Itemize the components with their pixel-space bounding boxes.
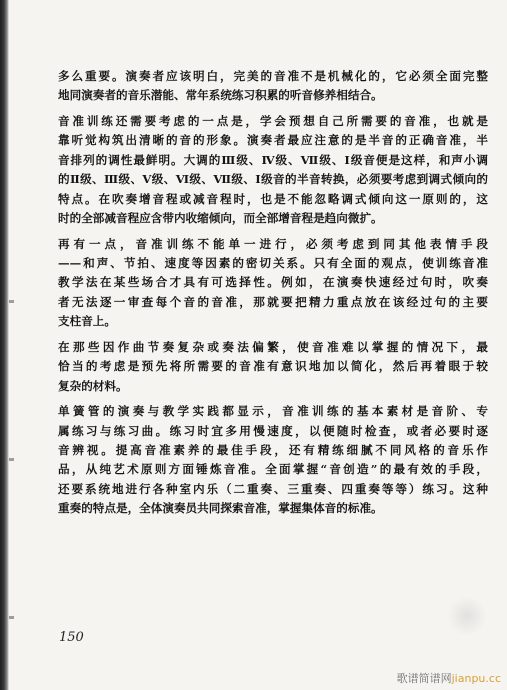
text-line: 恰当的考虑是预先将所需要的音准有意识地加以简化，然后再着眼于较 — [58, 359, 488, 374]
body-text — [58, 67, 488, 525]
text-line: 品，从纯艺术原则方面锤炼音准。全面掌握“音创造”的最有效的手段， — [58, 462, 488, 477]
text-line: 复杂的材料。 — [58, 378, 128, 393]
page-number: 150 — [59, 630, 84, 645]
watermark-url: jianpu.cc — [451, 672, 501, 685]
paragraph — [58, 338, 488, 396]
text-line: 重奏的特点是，全体演奏员共同探索音准，掌握集体音的标准。 — [58, 501, 383, 516]
text-line: 音准训练还需要考虑的一点是，学会预想自己所需要的音准，也就是 — [58, 114, 488, 128]
text-line: 地同演奏者的音乐潜能、常年系统练习积累的听音修养相结合。 — [58, 88, 383, 103]
paragraph — [58, 402, 488, 518]
text-line: 单簧管的演奏与教学实践都显示，音准训练的基本素材是音阶、专 — [58, 404, 488, 419]
site-watermark — [397, 670, 501, 686]
scan-edge-shadow — [0, 0, 9, 690]
text-line: 多么重要。演奏者应该明白，完美的音准不是机械化的，它必须全面完整 — [58, 69, 488, 83]
watermark-text: 歌谱简谱网 — [396, 672, 452, 685]
text-line: 靠听觉构筑出清晰的音的形象。演奏者最应注意的是半音的正确音准，半 — [58, 133, 488, 148]
scan-mark — [9, 300, 14, 303]
scan-mark — [9, 616, 14, 619]
text-line: 音辨视。提高音准素养的最佳手段，还有精练细腻不同风格的音乐作 — [58, 443, 488, 458]
text-line: 时的全部减音程应含带内收缩倾向，而全部增音程是趋向微扩。 — [58, 211, 383, 226]
paragraph — [58, 67, 488, 106]
text-line: 支柱音上。 — [58, 314, 116, 329]
text-line: 在那些因作曲节奏复杂或奏法偏繁，使音准难以掌握的情况下，最 — [58, 339, 488, 354]
scan-mark — [9, 458, 14, 461]
scan-noise — [447, 596, 487, 636]
text-line: 还要系统地进行各种室内乐（二重奏、三重奏、四重奏等等）练习。这种 — [58, 481, 488, 496]
text-line: 的Ⅱ级、Ⅲ级、Ⅴ级、Ⅵ级、Ⅶ级、Ⅰ级音的半音转换，必须要考虑到调式倾向的 — [58, 172, 488, 187]
text-line: 音排列的调性最鲜明。大调的Ⅲ级、Ⅳ级、Ⅶ级、Ⅰ级音便是这样，和声小调 — [58, 152, 488, 167]
paragraph — [58, 235, 488, 332]
paragraph — [58, 112, 488, 228]
text-line: ——和声、节拍、速度等因素的密切关系。只有全面的观点，使训练音准 — [58, 256, 488, 271]
text-line: 教学法在某些场合才具有可选择性。例如，在演奏快速经过句时，吹奏 — [58, 275, 488, 290]
text-line: 者无法逐一审查每个音的音准，那就要把精力重点放在该经过句的主要 — [58, 294, 488, 309]
text-line: 特点。在吹奏增音程或减音程时，也是不能忽略调式倾向这一原则的，这 — [58, 191, 488, 206]
text-line: 属练习与练习曲。练习时宜多用慢速度，以便随时检查，或者必要时逐 — [58, 423, 488, 438]
text-line: 再有一点，音准训练不能单一进行，必须考虑到同其他表情手段 — [58, 236, 488, 251]
